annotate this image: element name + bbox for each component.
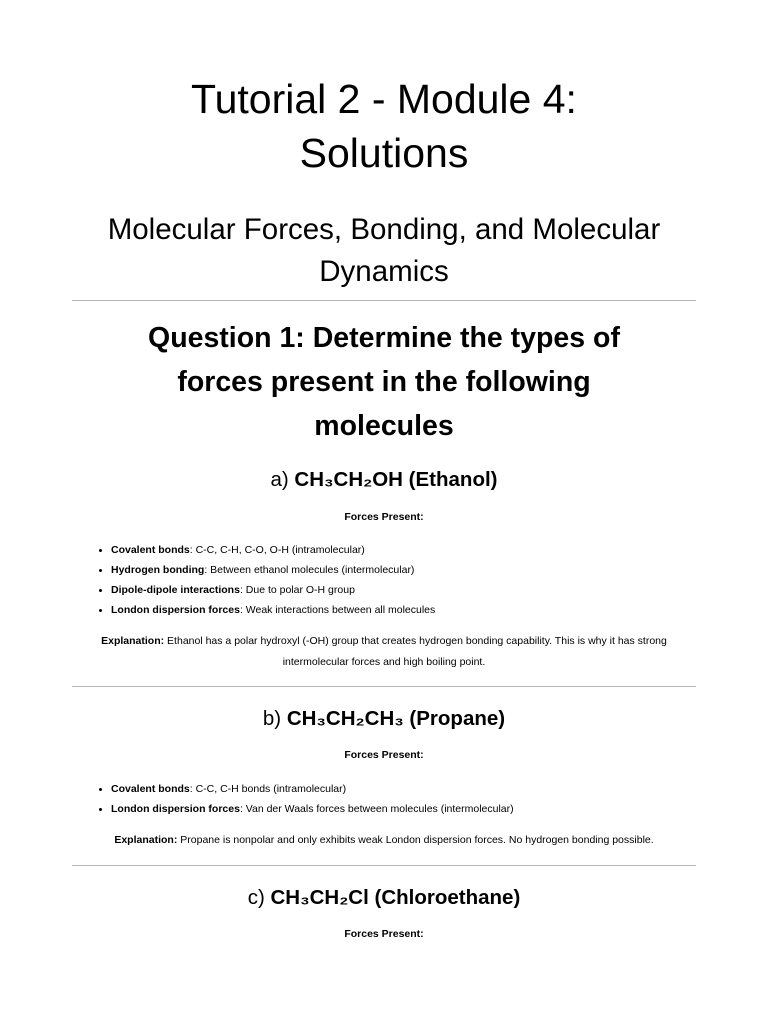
part-a-forces-list <box>96 540 435 620</box>
part-b-forces-list <box>96 779 514 819</box>
question-1-line-1: Question 1: Determine the types of <box>148 322 620 354</box>
subtitle-line-2: Dynamics <box>319 255 449 288</box>
list-item <box>111 779 514 799</box>
question-1-line-3: molecules <box>314 410 454 442</box>
force-desc: : Due to polar O-H group <box>239 584 355 596</box>
explanation-label: Explanation: <box>114 834 178 846</box>
part-c-heading <box>0 885 768 911</box>
force-term: Hydrogen bonding <box>111 564 205 576</box>
force-term: Covalent bonds <box>111 783 190 795</box>
title-line-2: Solutions <box>299 130 469 176</box>
part-b-heading <box>0 706 768 732</box>
explanation-label: Explanation: <box>101 635 165 647</box>
force-term: Dipole-dipole interactions <box>111 584 240 596</box>
force-desc: : C-C, C-H bonds (intramolecular) <box>189 783 347 795</box>
divider <box>72 300 696 301</box>
part-c-forces-label: Forces Present: <box>344 928 424 940</box>
part-b-prefix: b) <box>262 707 282 730</box>
force-desc: : Van der Waals forces between molecules (intermolecular) <box>239 803 514 815</box>
part-a-prefix: a) <box>270 468 289 491</box>
list-item <box>111 799 514 819</box>
explanation-text: Ethanol has a polar hydroxyl (-OH) group that creates hydrogen bonding capability. This is why it has strong intermolecular forces and high boiling point. <box>164 635 667 668</box>
part-b-forces-label: Forces Present: <box>344 749 424 761</box>
list-item <box>111 600 435 620</box>
page-subtitle <box>0 209 768 293</box>
question-1-line-2: forces present in the following <box>177 366 591 398</box>
explanation-text: Propane is nonpolar and only exhibits weak London dispersion forces. No hydrogen bonding possible. <box>177 834 654 846</box>
list-item <box>111 580 435 600</box>
force-desc: : C-C, C-H, C-O, O-H (intramolecular) <box>189 544 365 556</box>
part-c-formula: CH₃CH₂Cl (Chloroethane) <box>270 886 521 909</box>
page-title <box>0 72 768 180</box>
force-term: London dispersion forces <box>111 803 240 815</box>
part-a-forces-label: Forces Present: <box>344 511 424 523</box>
force-desc: : Weak interactions between all molecules <box>239 604 436 616</box>
question-1-heading <box>90 316 678 448</box>
subtitle-line-1: Molecular Forces, Bonding, and Molecular <box>107 213 661 246</box>
part-b-explanation <box>60 830 708 851</box>
part-b-formula: CH₃CH₂CH₃ (Propane) <box>286 707 506 730</box>
force-term: London dispersion forces <box>111 604 240 616</box>
part-a-heading <box>0 467 768 493</box>
list-item <box>111 540 435 560</box>
force-term: Covalent bonds <box>111 544 190 556</box>
divider <box>72 865 696 866</box>
part-a-explanation <box>80 631 688 673</box>
divider <box>72 686 696 687</box>
title-line-1: Tutorial 2 - Module 4: <box>191 76 577 122</box>
list-item <box>111 560 435 580</box>
part-c-prefix: c) <box>247 886 265 909</box>
force-desc: : Between ethanol molecules (intermolecular) <box>204 564 415 576</box>
part-a-formula: CH₃CH₂OH (Ethanol) <box>294 468 498 491</box>
